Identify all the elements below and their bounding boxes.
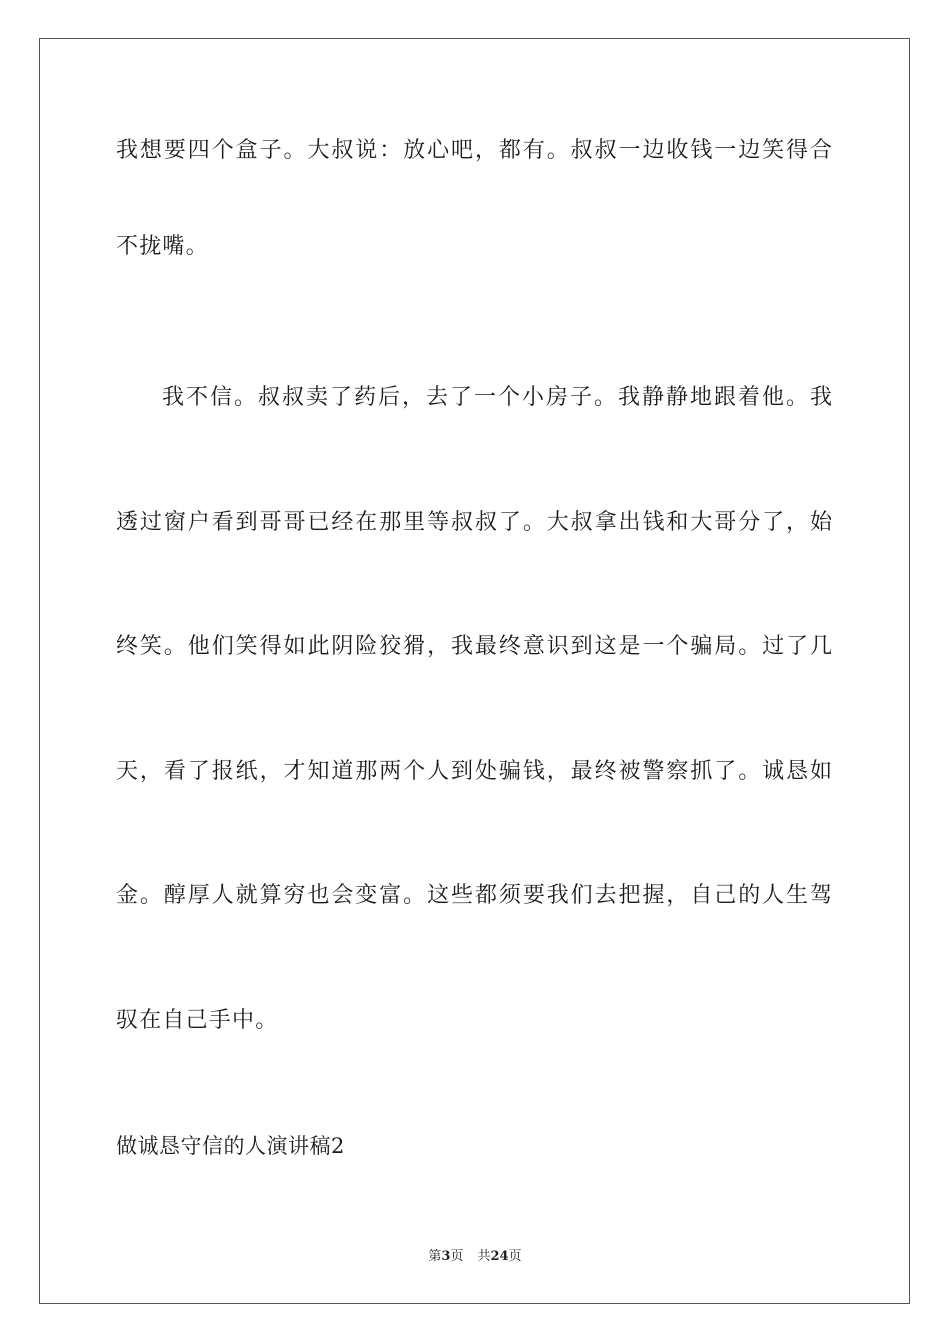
body-line-4: 透过窗户看到哥哥已经在那里等叔叔了。大叔拿出钱和大哥分了，始 <box>116 510 832 535</box>
section-heading: 做诚恳守信的人演讲稿2 <box>116 1134 345 1158</box>
page-footer <box>0 1248 950 1266</box>
body-line-1: 我想要四个盒子。大叔说：放心吧，都有。叔叔一边收钱一边笑得合 <box>116 138 832 163</box>
footer-total-pages: 24 <box>490 1249 509 1264</box>
body-line-3: 我不信。叔叔卖了药后，去了一个小房子。我静静地跟着他。我 <box>162 385 832 410</box>
footer-page-suffix: 页 <box>450 1249 464 1264</box>
footer-total-prefix: 共 <box>477 1249 491 1264</box>
body-line-8: 驭在自己手中。 <box>116 1008 279 1033</box>
body-line-2: 不拢嘴。 <box>116 234 209 259</box>
footer-total-suffix: 页 <box>508 1249 522 1264</box>
page-border <box>39 38 910 1304</box>
footer-page-prefix: 第 <box>428 1249 442 1264</box>
body-line-5: 终笑。他们笑得如此阴险狡猾，我最终意识到这是一个骗局。过了几 <box>116 634 832 659</box>
body-line-6: 天，看了报纸，才知道那两个人到处骗钱，最终被警察抓了。诚恳如 <box>116 759 832 784</box>
body-line-7: 金。醇厚人就算穷也会变富。这些都须要我们去把握，自己的人生驾 <box>116 883 832 908</box>
footer-page-number: 3 <box>441 1249 451 1264</box>
